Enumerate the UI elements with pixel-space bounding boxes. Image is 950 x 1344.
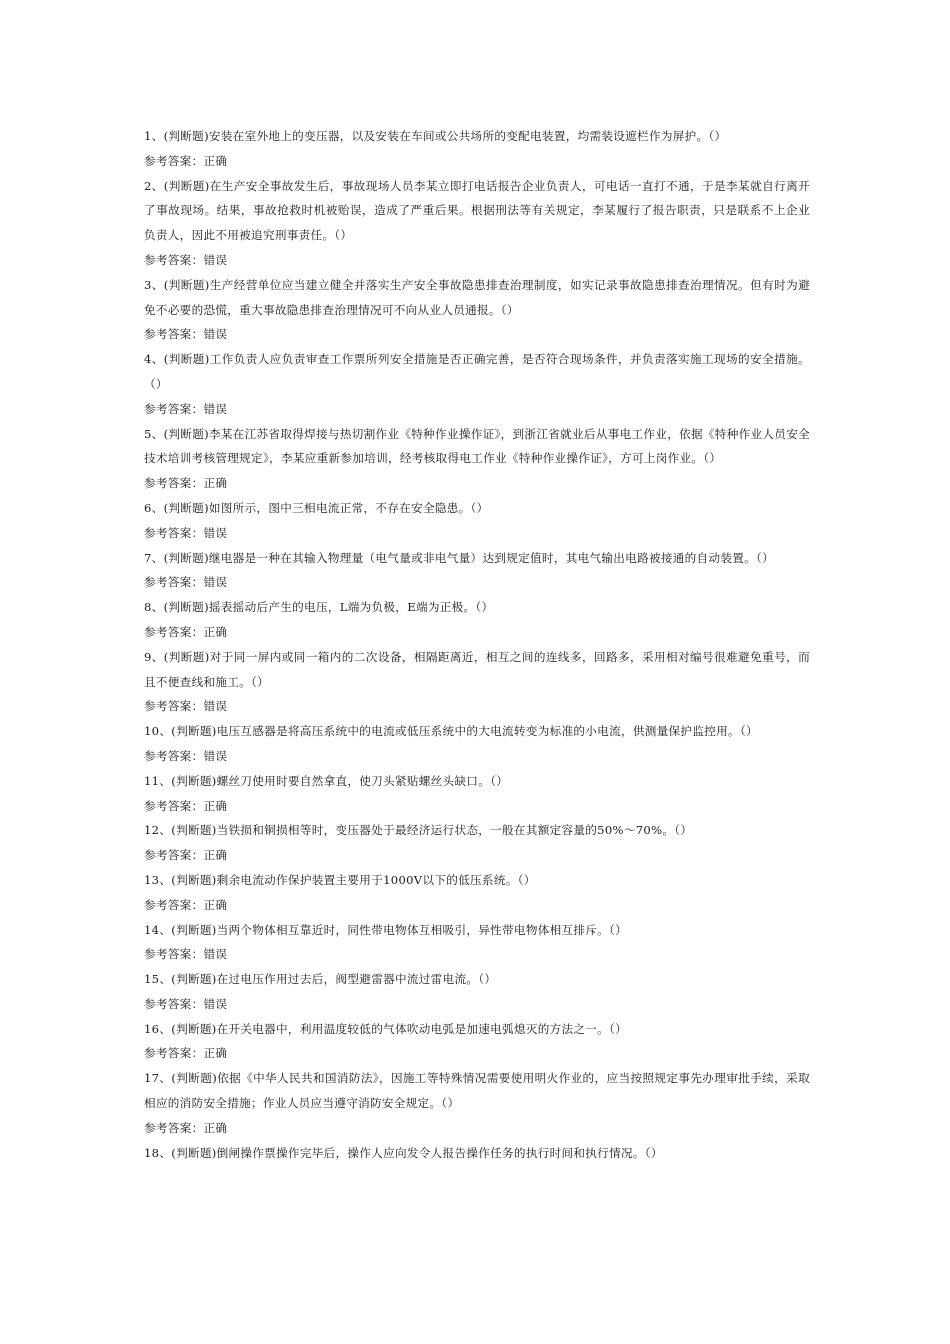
question-1: 1、(判断题)安装在室外地上的变压器，以及安装在车间或公共场所的变配电装置，均需装设遮栏作为屏护。（）: [144, 129, 727, 143]
answer-15: 参考答案：错误: [144, 996, 228, 1011]
question-16: 16、(判断题)在开关电器中，利用温度较低的气体吹动电弧是加速电弧熄灭的方法之一。（）: [144, 1021, 628, 1036]
question-15: 15、(判断题)在过电压作用过去后，阀型避雷器中流过雷电流。（）: [144, 972, 497, 987]
question-7: 7、(判断题)继电器是一种在其输入物理量（电气量或非电气量）达到规定值时，其电气输出电路被接通的自动装置。（）: [144, 550, 775, 565]
answer-11: 参考答案：正确: [144, 798, 228, 813]
question-4: 4、(判断题)工作负责人应负责审查工作票所列安全措施是否正确完善，是否符合现场条件，并负责落实施工现场的安全措施。（）: [144, 352, 810, 391]
question-2: 2、(判断题)在生产安全事故发生后，事故现场人员李某立即打电话报告企业负责人，可电话一直打不通，于是李某就自行离开了事故现场。结果，事故抢救时机被贻误，造成了严重后果。根据刑法等有关规定，李某履行了报告职责，只是联系不上企业负责人，因此不用被追究刑事责任。（）: [144, 178, 810, 243]
answer-1: 参考答案：正确: [144, 153, 228, 168]
question-6: 6、(判断题)如图所示，图中三相电流正常，不存在安全隐患。（）: [144, 500, 489, 515]
answer-5: 参考答案：正确: [144, 476, 228, 491]
answer-16: 参考答案：正确: [144, 1046, 228, 1061]
question-3: 3、(判断题)生产经营单位应当建立健全并落实生产安全事故隐患排查治理制度，如实记录事故隐患排查治理情况。但有时为避免不必要的恐慌，重大事故隐患排查治理情况可不向从业人员通报。（）: [144, 277, 810, 317]
question-11: 11、(判断题)螺丝刀使用时要自然拿直，使刀头紧贴螺丝头缺口。（）: [144, 773, 509, 788]
question-13: 13、(判断题)剩余电流动作保护装置主要用于1000V以下的低压系统。（）: [144, 872, 536, 887]
question-17: 17、(判断题)依据《中华人民共和国消防法》，因施工等特殊情况需要使用明火作业的，应当按照规定事先办理审批手续，采取相应的消防安全措施；作业人员应当遵守消防安全规定。（）: [144, 1071, 810, 1111]
answer-8: 参考答案：正确: [144, 624, 228, 639]
document-page: [144, 124, 810, 1165]
question-5: 5、(判断题)李某在江苏省取得焊接与热切割作业《特种作业操作证》，到浙江省就业后从事电工作业，依据《特种作业人员安全技术培训考核管理规定》，李某应重新参加培训，经考核取得电工作业《特种作业操作证》，方可上岗作业。（）: [144, 426, 810, 466]
question-10: 10、(判断题)电压互感器是将高压系统中的电流或低压系统中的大电流转变为标准的小电流，供测量保护监控用。（）: [144, 724, 758, 739]
answer-13: 参考答案：正确: [144, 897, 228, 912]
question-18: 18、(判断题)倒闸操作票操作完毕后，操作人应向发令人报告操作任务的执行时间和执行情况。（）: [144, 1145, 663, 1160]
answer-14: 参考答案：错误: [144, 947, 228, 962]
answer-2: 参考答案：错误: [144, 252, 228, 267]
question-12: 12、(判断题)当铁损和铜损相等时，变压器处于最经济运行状态，一般在其额定容量的50%～70%。（）: [144, 823, 693, 838]
answer-4: 参考答案：错误: [144, 401, 228, 416]
answer-17: 参考答案：正确: [144, 1120, 228, 1135]
question-14: 14、(判断题)当两个物体相互靠近时，同性带电物体互相吸引，异性带电物体相互排斥。（）: [144, 922, 628, 937]
answer-9: 参考答案：错误: [144, 699, 228, 714]
answer-6: 参考答案：错误: [144, 525, 228, 540]
question-9: 9、(判断题)对于同一屏内或同一箱内的二次设备，相隔距离近，相互之间的连线多，回路多，采用相对编号很难避免重号，而且不便查线和施工。（）: [144, 649, 810, 689]
answer-3: 参考答案：错误: [144, 327, 228, 342]
question-8: 8、(判断题)摇表摇动后产生的电压，L端为负极，E端为正极。（）: [144, 600, 494, 615]
answer-10: 参考答案：错误: [144, 748, 228, 763]
answer-12: 参考答案：正确: [144, 848, 228, 863]
answer-7: 参考答案：错误: [144, 575, 228, 590]
